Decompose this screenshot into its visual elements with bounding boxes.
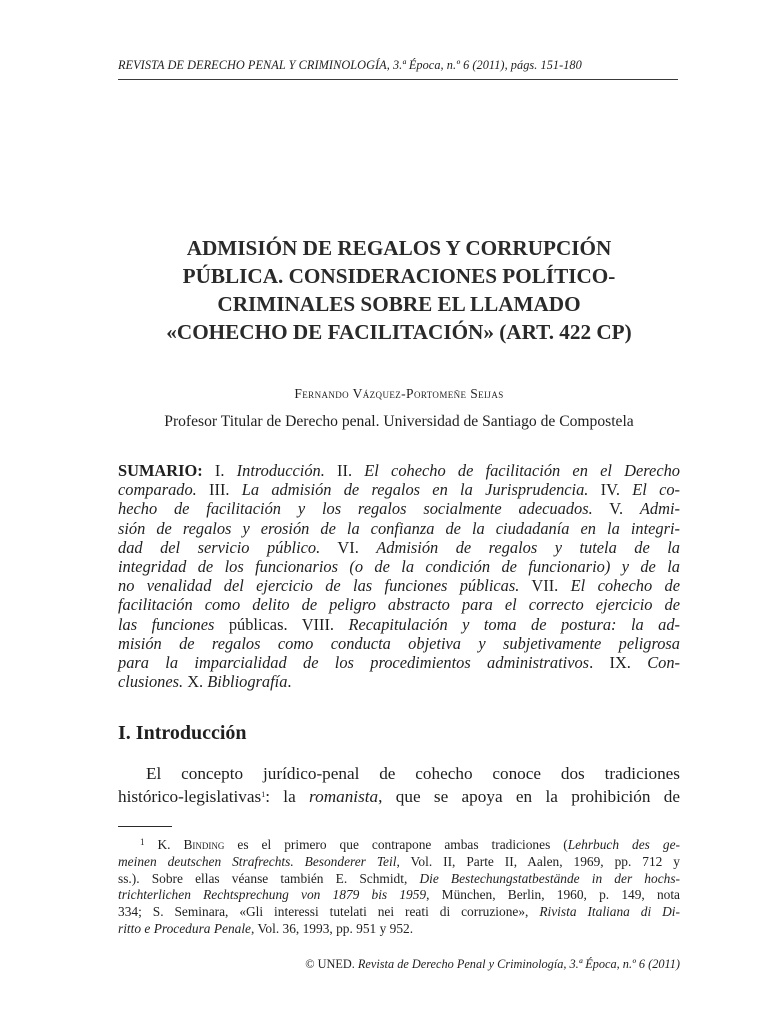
page-footer [118, 957, 680, 972]
footer-journal: Revista de Derecho Penal y Criminología, 3.ª Época, n.º 6 (2011) [357, 957, 680, 971]
running-head: REVISTA DE DERECHO PENAL Y CRIMINOLOGÍA, 3.ª Época, n.º 6 (2011), págs. 151-180 [118, 58, 582, 72]
summary-text: públicas. VIII. [214, 614, 349, 634]
footnote-text: ritto e Procedura Penale [118, 920, 252, 936]
body-text-span: : la [265, 786, 310, 806]
summary-text: comparado. [118, 480, 197, 500]
title-line: CRIMINALES SOBRE EL LLAMADO [217, 292, 581, 316]
article-title [118, 234, 680, 346]
summary-text: II. [324, 461, 365, 480]
summary-text: La admisión de regalos en la Jurisprudencia. [241, 480, 589, 500]
body-text-span: El concepto jurídico-penal de cohecho conoce dos tradiciones [146, 764, 680, 783]
body-text-span: , que se apoya en la prohibición de [378, 786, 680, 806]
summary-line [118, 653, 680, 672]
footnote-line [118, 904, 680, 921]
summary-line [118, 519, 680, 538]
summary-text: misión de regalos como conducta objetiva y subjetivamente peligrosa [118, 633, 680, 653]
footnote-ref[interactable]: 1 [261, 789, 266, 799]
summary-text: Introducción. [236, 461, 325, 480]
footnote-text: meinen deutschen Strafrechts. Besonderer Teil [118, 853, 397, 869]
summary-text: no venalidad del ejercicio de las funciones públicas. [118, 576, 520, 596]
footnote-line [118, 834, 680, 854]
footnote-text: 334; S. Seminara, «Gli interessi tutelati nei reati di corruzione», [118, 904, 540, 920]
section-heading: I. Introducción [118, 722, 247, 744]
footnote-text: Rivista Italiana di Di- [539, 904, 680, 920]
summary-text: facilitación como delito de peligro abstracto para el correcto ejercicio de [118, 595, 680, 615]
summary-text: El cohecho de facilitación en el Derecho [364, 461, 680, 480]
footnote-line [118, 871, 680, 888]
summary-text: X. [183, 672, 208, 692]
footnote-text: K. [144, 837, 184, 852]
footnote-number: 1 [140, 837, 145, 847]
footnote-text: , Vol. 36, 1993, pp. 951 y 952. [251, 920, 414, 936]
summary-label: SUMARIO: [118, 461, 203, 480]
summary-text: Con- [647, 653, 681, 673]
author-affiliation: Profesor Titular de Derecho penal. Universidad de Santiago de Compostela [164, 413, 634, 430]
summary-text: El cohecho de [570, 576, 681, 596]
footnote-text: ss.). Sobre ellas véanse también E. Schmidt, [118, 870, 420, 886]
summary-line [118, 615, 680, 634]
summary-text: VII. [519, 576, 571, 596]
body-line [118, 764, 680, 785]
header-rule [118, 79, 678, 80]
body-line [118, 785, 680, 808]
summary-text: El co- [632, 480, 680, 500]
body-text-span: histórico-legislativas [118, 786, 262, 806]
title-line: ADMISIÓN DE REGALOS Y CORRUPCIÓN [186, 236, 612, 260]
summary-line [118, 672, 680, 691]
summary-text: . IX. [589, 653, 648, 673]
body-paragraph [118, 764, 680, 807]
footnote-text: trichterlichen Rechtsprechung von 1879 bis 1959 [118, 887, 427, 903]
footnote-line [118, 921, 680, 938]
summary-line [118, 634, 680, 653]
footnote-text: es el primero que contrapone ambas tradiciones ( [224, 837, 568, 852]
summary-line [118, 557, 680, 576]
footnote-rule [118, 826, 172, 827]
summary-line [118, 595, 680, 614]
footnote-text: Lehrbuch des ge- [567, 837, 680, 852]
footnote-text: Binding [183, 837, 225, 852]
summary-text: Admisión de regalos y tutela de la [376, 537, 680, 557]
body-italic-term: romanista [309, 786, 379, 806]
copyright-notice: © UNED. [305, 957, 358, 971]
footnote-text: , Vol. II, Parte II, Aalen, 1969, pp. 712 y [396, 853, 680, 869]
summary-line [118, 480, 680, 499]
summary-block [118, 461, 680, 691]
summary-text: Bibliografía [207, 672, 288, 692]
summary-text: . [287, 672, 292, 692]
summary-text: sión de regalos y erosión de la confianza de la ciudadanía en la integri- [118, 518, 680, 538]
summary-text: Admi- [639, 499, 680, 519]
summary-text: para la imparcialidad de los procedimientos administrativos [118, 653, 590, 673]
summary-text: V. [592, 499, 640, 519]
title-line: PÚBLICA. CONSIDERACIONES POLÍTICO- [182, 264, 616, 288]
summary-text: Recapitulación y toma de postura: la ad- [348, 614, 680, 634]
summary-line [118, 499, 680, 518]
summary-text: IV. [588, 480, 633, 500]
footnote-block [118, 834, 680, 938]
summary-text: VI. [320, 537, 377, 557]
summary-text: hecho de facilitación y los regalos socialmente adecuados. [118, 499, 593, 519]
summary-text: I. [202, 461, 237, 480]
summary-text: las funciones [118, 614, 215, 634]
summary-text: integridad de los funcionarios (o de la condición de funcionario) y de la [118, 557, 680, 577]
title-line: «COHECHO DE FACILITACIÓN» (ART. 422 CP) [166, 320, 632, 344]
summary-text: clusiones. [118, 672, 184, 692]
summary-line [118, 576, 680, 595]
footnote-line [118, 887, 680, 904]
summary-line [118, 461, 680, 480]
footnote-text: , München, Berlin, 1960, p. 149, nota [426, 887, 680, 903]
footnote-line [118, 854, 680, 871]
footnote-text: Die Bestechungstatbestände in der hochs- [419, 870, 680, 886]
summary-text: dad del servicio público. [118, 537, 321, 557]
summary-line [118, 538, 680, 557]
summary-text: III. [196, 480, 242, 500]
author-name: Fernando Vázquez-Portomeñe Seijas [294, 386, 504, 401]
